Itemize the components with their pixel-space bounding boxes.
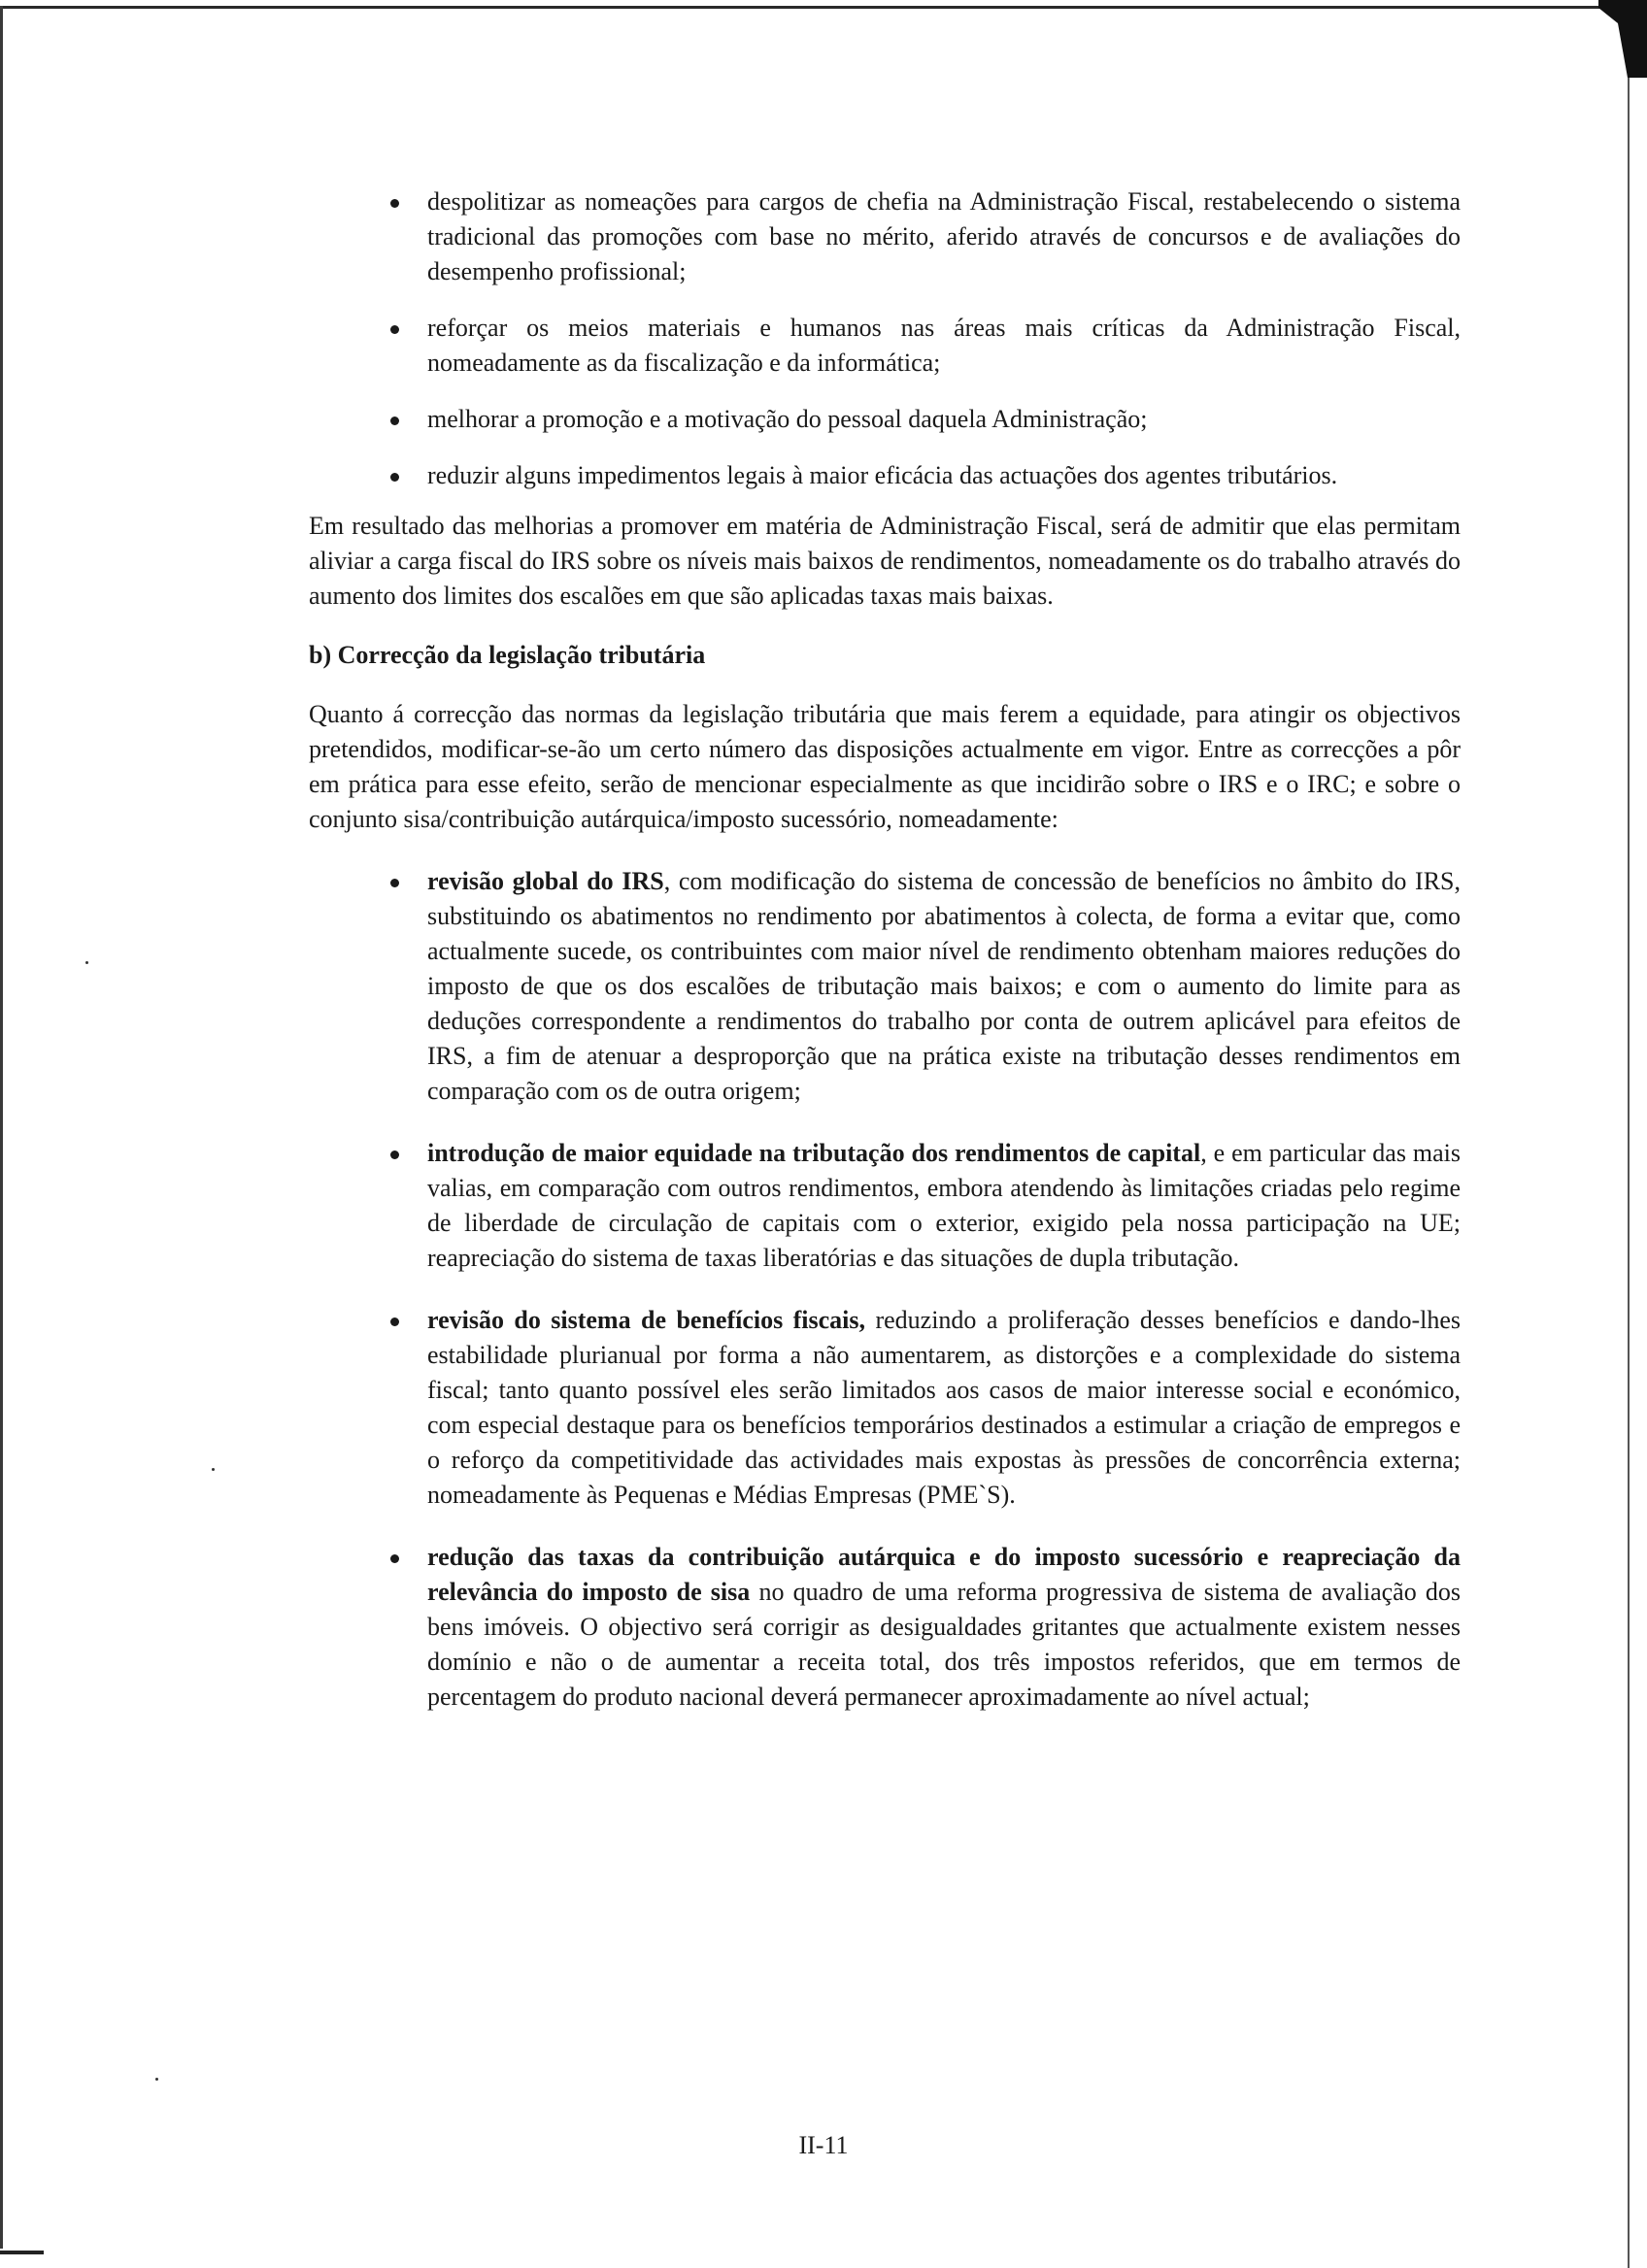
scan-corner-mark <box>1598 0 1647 78</box>
bullet-dot-icon <box>390 1554 399 1563</box>
bullet-dot-icon <box>390 325 399 334</box>
page-number: II-11 <box>798 2131 849 2159</box>
bullet-bold-lead: redução das taxas da contribuição autárquica e do imposto sucessório e reapreciação da relevância do imposto de sisa <box>427 1543 1461 1606</box>
bullet-dot-icon <box>390 473 399 482</box>
section-heading: b) Correcção da legislação tributária <box>309 641 706 669</box>
scan-border-left <box>0 6 3 2249</box>
bullet-bold-lead: revisão do sistema de benefícios fiscais, <box>427 1306 866 1334</box>
bullet-dot-icon <box>390 1317 399 1326</box>
bullet-dot-icon <box>390 1151 399 1159</box>
list-item <box>309 1136 1461 1276</box>
bullet-rest: no quadro de uma reforma progressiva de sistema de avaliação dos bens imóveis. O objectivo será corrigir as desigualdades gritantes que actualmente existem nesses domínio e não o de aumentar a receita total, dos três impostos referidos, que em termos de percentagem do produto nacional deverá permanecer aproximadamente ao nível actual; <box>427 1578 1461 1711</box>
scan-speck <box>85 961 88 964</box>
bullet-text <box>427 1540 1461 1715</box>
list-item <box>309 1540 1461 1715</box>
scan-speck <box>155 2078 158 2081</box>
list-item <box>309 184 1461 289</box>
bullet-text <box>427 1303 1461 1513</box>
list-item <box>309 311 1461 381</box>
bullet-dot-icon <box>390 417 399 425</box>
bullet-rest: reduzindo a proliferação desses benefícios e dando-lhes estabilidade plurianual por forma a não aumentarem, as distorções e a complexidade do sistema fiscal; tanto quanto possível eles serão limitados aos casos de maior interesse social e económico, com especial destaque para os benefícios temporários destinados a estimular a criação de empregos e o reforço da competitividade das actividades mais expostas às pressões de concorrência externa; nomeadamente às Pequenas e Médias Empresas (PME`S). <box>427 1306 1462 1509</box>
scan-border-top <box>0 6 1612 9</box>
bullet-text: melhorar a promoção e a motivação do pessoal daquela Administração; <box>427 405 1148 433</box>
scan-border-right <box>1628 39 1630 2268</box>
bullet-text: reforçar os meios materiais e humanos nas áreas mais críticas da Administração Fiscal, nomeadamente as da fiscalização e da informática; <box>427 314 1461 377</box>
list-item <box>309 402 1461 437</box>
bullet-text <box>427 864 1461 1109</box>
bullet-text: reduzir alguns impedimentos legais à maior eficácia das actuações dos agentes tributários. <box>427 461 1338 489</box>
bullet-text <box>427 1136 1461 1276</box>
bullet-text: despolitizar as nomeações para cargos de chefia na Administração Fiscal, restabelecendo o sistema tradicional das promoções com base no mérito, aferido através de concursos e de avaliações do desempenho profissional; <box>427 187 1461 285</box>
bullet-rest: , e em particular das mais valias, em comparação com outros rendimentos, embora atendendo às limitações criadas pelo regime de liberdade de circulação de capitais com o exterior, exigido pela nossa participação na UE; reapreciação do sistema de taxas liberatórias e das situações de dupla tributação. <box>427 1139 1461 1272</box>
body-paragraph-2: Quanto á correcção das normas da legislação tributária que mais ferem a equidade, para atingir os objectivos pretendidos, modificar-se-ão um certo número das disposições actualmente em vigor. Entre as correcções a pôr em prática para esse efeito, serão de mencionar especialmente as que incidirão sobre o IRS e o IRC; e sobre o conjunto sisa/contribuição autárquica/imposto sucessório, nomeadamente: <box>309 700 1461 833</box>
measures-list <box>309 184 1461 493</box>
list-item <box>309 1303 1461 1513</box>
scan-speck <box>212 1468 215 1471</box>
bullet-bold-lead: introdução de maior equidade na tributação dos rendimentos de capital <box>427 1139 1201 1167</box>
document-page <box>309 184 1461 1715</box>
bullet-dot-icon <box>390 879 399 887</box>
list-item <box>309 458 1461 493</box>
scan-border-bottom-mark <box>0 2251 44 2254</box>
list-item <box>309 864 1461 1109</box>
body-paragraph-1: Em resultado das melhorias a promover em matéria de Administração Fiscal, será de admitir que elas permitam aliviar a carga fiscal do IRS sobre os níveis mais baixos de rendimentos, nomeadamente os do trabalho através do aumento dos limites dos escalões em que são aplicadas taxas mais baixas. <box>309 512 1461 610</box>
bullet-bold-lead: revisão global do IRS <box>427 867 664 895</box>
bullet-rest: , com modificação do sistema de concessão de benefícios no âmbito do IRS, substituindo os abatimentos no rendimento por abatimentos à colecta, de forma a evitar que, como actualmente sucede, os contribuintes com maior nível de rendimento obtenham maiores reduções do imposto de que os dos escalões de tributação mais baixos; e com o aumento do limite para as deduções correspondente a rendimentos do trabalho por conta de outrem aplicável para efeitos de IRS, a fim de atenuar a desproporção que na prática existe na tributação desses rendimentos em comparação com os de outra origem; <box>427 867 1461 1105</box>
corrections-list <box>309 864 1461 1715</box>
bullet-dot-icon <box>390 199 399 208</box>
